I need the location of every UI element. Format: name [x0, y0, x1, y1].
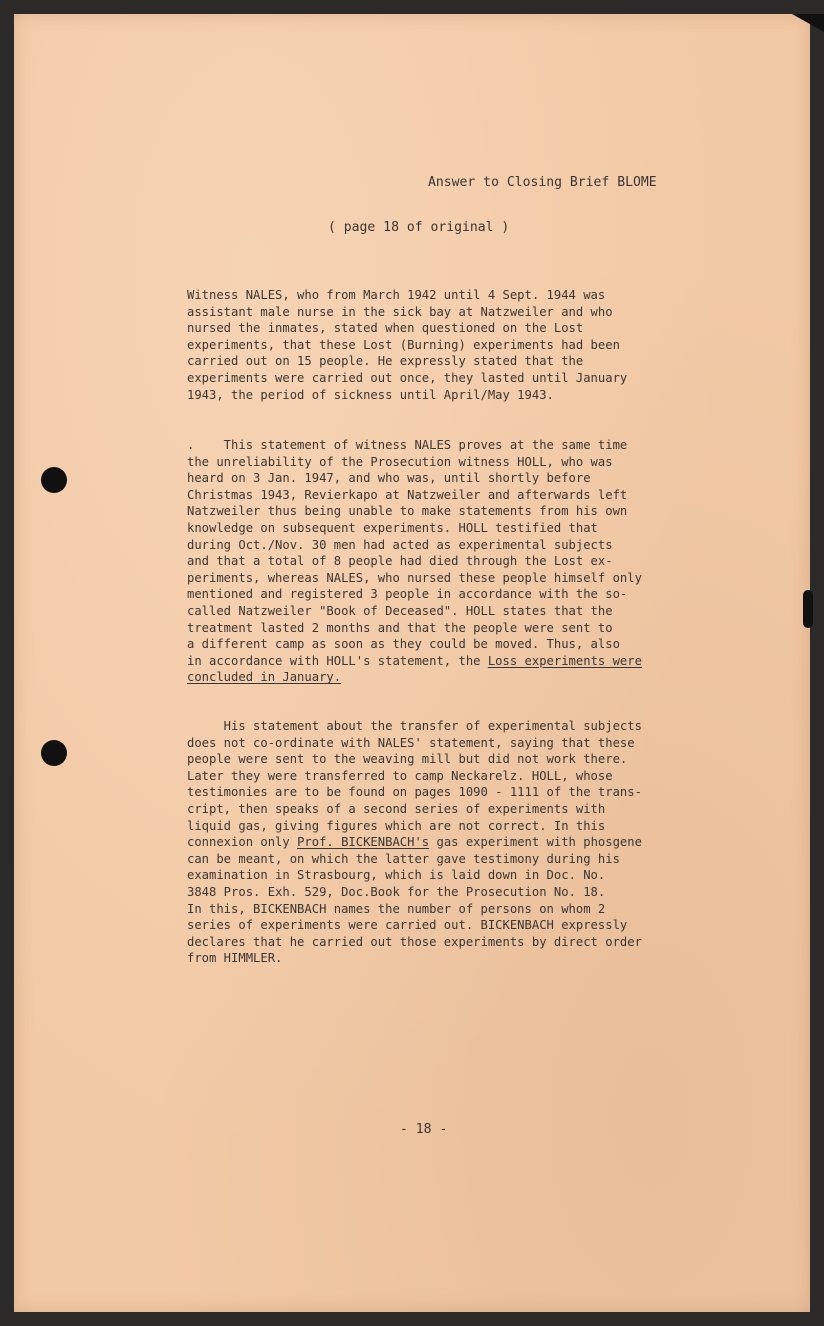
paragraph-line: In this, BICKENBACH names the number of persons on whom 2 [187, 901, 606, 916]
paragraph-1 [187, 287, 747, 403]
paragraph-line: from HIMMLER. [187, 951, 283, 966]
paragraph-line: carried out on 15 people. He expressly stated that the [187, 354, 584, 369]
paragraph-line: periments, whereas NALES, who nursed these people himself only [187, 570, 642, 585]
paragraph-line: His statement about the transfer of experimental subjects [187, 719, 642, 733]
paragraph-line: and that a total of 8 people had died through the Lost ex- [187, 554, 613, 569]
page-reference: ( page 18 of original ) [328, 220, 510, 235]
underlined-phrase: Loss experiments were [487, 653, 642, 668]
paragraph-line: declares that he carried out those experiments by direct order [187, 934, 642, 949]
paragraph-line: during Oct./Nov. 30 men had acted as experimental subjects [187, 537, 613, 552]
paragraph-line: can be meant, on which the latter gave testimony during his [187, 851, 620, 866]
punch-hole-bottom [41, 740, 67, 766]
paragraph-line: Later they were transferred to camp Neckarelz. HOLL, whose [187, 768, 613, 783]
paragraph-2 [187, 437, 747, 686]
underlined-phrase: concluded in January. [187, 670, 342, 685]
paragraph-line: Natzweiler thus being unable to make statements from his own [187, 504, 628, 519]
underlined-phrase: Prof. BICKENBACH's [297, 835, 430, 850]
paragraph-3 [187, 718, 747, 967]
paragraph-line: knowledge on subsequent experiments. HOLL testified that [187, 520, 598, 535]
paragraph-line: Witness NALES, who from March 1942 until 4 Sept. 1944 was [187, 288, 606, 302]
paragraph-line: does not co-ordinate with NALES' statement, saying that these [187, 735, 635, 750]
paragraph-line: mentioned and registered 3 people in accordance with the so- [187, 587, 628, 602]
paragraph-line: . This statement of witness NALES proves at the same time [187, 438, 628, 452]
paragraph-line [187, 669, 747, 686]
paragraph-line: experiments were carried out once, they lasted until January [187, 370, 628, 385]
paragraph-line: called Natzweiler "Book of Deceased". HOLL states that the [187, 603, 613, 618]
paragraph-line: 1943, the period of sickness until April/May 1943. [187, 387, 554, 402]
paragraph-line: Christmas 1943, Revierkapo at Natzweiler and afterwards left [187, 487, 628, 502]
document-title: Answer to Closing Brief BLOME [428, 175, 657, 190]
paragraph-line: assistant male nurse in the sick bay at Natzweiler and who [187, 304, 613, 319]
paragraph-line-text: in accordance with HOLL's statement, the [187, 653, 488, 668]
paragraph-line: series of experiments were carried out. BICKENBACH expressly [187, 918, 628, 933]
edge-notch-right [803, 590, 813, 628]
paragraph-line: 3848 Pros. Exh. 529, Doc.Book for the Prosecution No. 18. [187, 884, 606, 899]
paragraph-line: treatment lasted 2 months and that the people were sent to [187, 620, 613, 635]
paragraph-line: examination in Strasbourg, which is laid down in Doc. No. [187, 868, 606, 883]
paragraph-line: experiments, that these Lost (Burning) experiments had been [187, 337, 620, 352]
paragraph-line-text: gas experiment with phosgene [429, 835, 642, 850]
paragraph-line [187, 834, 747, 851]
paragraph-line: the unreliability of the Prosecution witness HOLL, who was [187, 454, 613, 469]
paragraph-line: people were sent to the weaving mill but did not work there. [187, 752, 628, 767]
punch-hole-top [41, 467, 67, 493]
paragraph-line [187, 653, 747, 670]
paragraph-line: heard on 3 Jan. 1947, and who was, until shortly before [187, 471, 591, 486]
paragraph-line: nursed the inmates, stated when questioned on the Lost [187, 321, 584, 336]
paragraph-line-text: connexion only [187, 835, 298, 850]
paragraph-line: cript, then speaks of a second series of experiments with [187, 801, 606, 816]
paragraph-line: liquid gas, giving figures which are not correct. In this [187, 818, 606, 833]
paragraph-line: testimonies are to be found on pages 1090 - 1111 of the trans- [187, 785, 642, 800]
paragraph-line: a different camp as soon as they could be moved. Thus, also [187, 637, 620, 652]
page-number: - 18 - [400, 1122, 448, 1137]
